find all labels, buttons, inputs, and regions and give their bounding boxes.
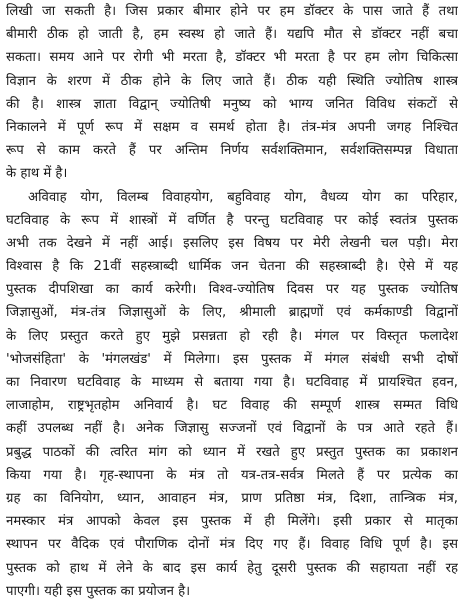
text-line: जिज्ञासुओं, मंत्र-तंत्र जिज्ञासुओं के लिए, श्रीमाली ब्राह्मणों एवं कर्मकाण्डी विद्वानों: [6, 305, 458, 321]
text-line: पाएगी। यही इस पुस्तक का प्रयोजन है।: [6, 583, 191, 599]
text-line: लाजाहोम, राष्ट्रभृतहोम अनिवार्य है। घट विवाह की सम्पूर्ण शास्त्र सम्मत विधि: [6, 398, 458, 414]
text-line: सकता। समय आने पर रोगी भी मरता है, डॉक्टर भी मरता है पर हम लोग चिकित्सा: [6, 50, 458, 66]
text-line: स्थापन पर वैदिक एवं पौराणिक दोनों मंत्र दिए गए हैं। विवाह विधि पूर्ण है। इस: [6, 537, 458, 553]
text-line: विश्वास है कि 21वीं सहस्त्राब्दी धार्मिक जन चेतना की सहस्त्राब्दी है। ऐसे में यह: [6, 259, 458, 275]
paragraph-2: [6, 186, 458, 603]
text-line: के लिए प्रस्तुत करते हुए मुझे प्रसन्नता हो रही है। मंगल पर विस्तृत फलादेश: [6, 328, 458, 344]
text-line: पुस्तक को हाथ में लेने के बाद इस कार्य हेतु दूसरी पुस्तक की सहायता नहीं रह: [6, 560, 458, 576]
text-line: अभी तक देखने में नहीं आई। इसलिए इस विषय पर मेरी लेखनी चल पड़ी। मेरा: [6, 235, 458, 251]
text-line: अविवाह योग, विलम्ब विवाहयोग, बहुविवाह योग, वैधव्य योग का परिहार,: [28, 189, 458, 205]
text-line: 'भोजसंहिता' के 'मंगलखंड' में मिलेगा। इस पुस्तक में मंगल संबंधी सभी दोषों: [6, 351, 458, 367]
text-line: के हाथ में है।: [6, 166, 68, 182]
text-line: पुस्तक दीपशिखा का कार्य करेगी। विश्व-ज्योतिष दिवस पर यह पुस्तक ज्योतिष: [6, 282, 458, 298]
text-line: कहीं उपलब्ध नहीं है। अनेक जिज्ञासु सज्जनों एवं विद्वानों के पत्र आते रहते हैं।: [6, 421, 458, 437]
paragraph-1: [6, 0, 458, 186]
text-line: की है। शास्त्र ज्ञाता विद्वान् ज्योतिषी मनुष्य को भाग्य जनित विविध संकटों से: [6, 96, 458, 112]
text-line: किया गया है। गृह-स्थापना के मंत्र तो यत्र-तत्र-सर्वत्र मिलते हैं पर प्रत्येक का: [6, 467, 458, 483]
text-line: निकालने में पूर्ण रूप में सक्षम व समर्थ होता है। तंत्र-मंत्र अपनी जगह निश्चित: [6, 119, 458, 135]
book-page: [6, 0, 458, 610]
text-line: घटविवाह के रूप में शास्त्रों में वर्णित है परन्तु घटविवाह पर कोई स्वतंत्र पुस्तक: [6, 212, 458, 228]
text-line: नमस्कार मंत्र आपको केवल इस पुस्तक में ही मिलेंगे। इसी प्रकार से मातृका: [6, 514, 458, 530]
text-line: प्रबुद्ध पाठकों की त्वरित मांग को ध्यान में रखते हुए प्रस्तुत पुस्तक का प्रकाशन: [6, 444, 458, 460]
text-line: विज्ञान के शरण में ठीक होने के लिए जाते हैं। ठीक यही स्थिति ज्योतिष शास्त्र: [6, 73, 458, 89]
text-line: बीमारी ठीक हो जाती है, हम स्वस्थ हो जाते हैं। यद्यपि मौत से डॉक्टर नहीं बचा: [6, 27, 458, 43]
text-line: रूप से काम करते हैं पर अन्तिम निर्णय सर्वशक्तिमान, सर्वशक्तिसम्पन्न विधाता: [6, 143, 458, 159]
text-line: लिखी जा सकती है। जिस प्रकार बीमार होने पर हम डॉक्टर के पास जाते हैं तथा: [6, 4, 458, 19]
text-line: ग्रह का विनियोग, ध्यान, आवाहन मंत्र, प्राण प्रतिष्ठा मंत्र, दिशा, तान्त्रिक मंत्र,: [6, 490, 458, 506]
text-line: का निवारण घटविवाह के माध्यम से बताया गया है। घटविवाह में प्रायश्चित हवन,: [6, 375, 458, 390]
